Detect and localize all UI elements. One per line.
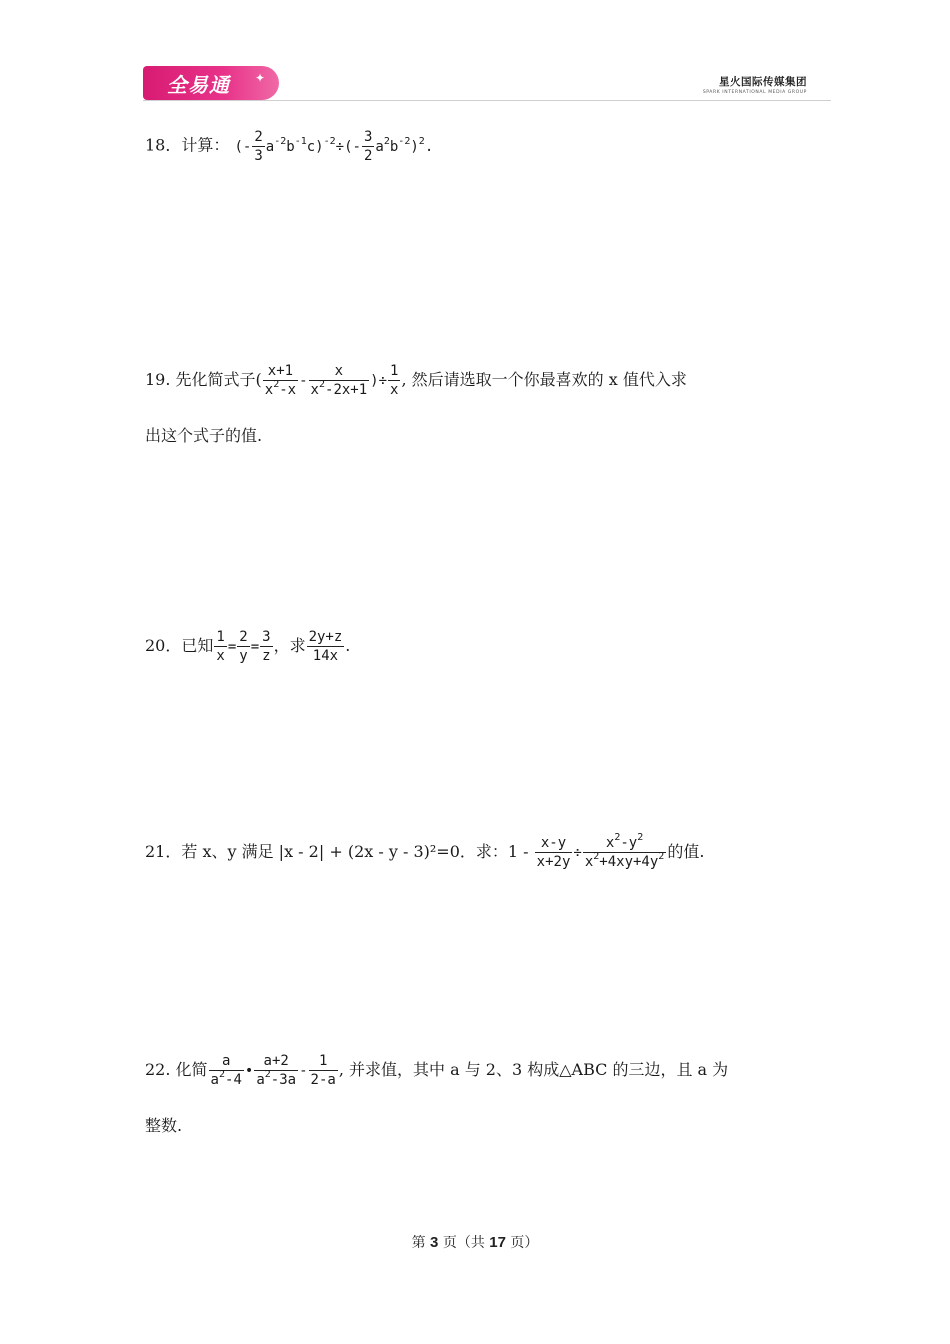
fraction: $\frac{x}{x^2-2x+1}$	[310, 363, 368, 398]
page-footer: 第 3 页（共 17 页）	[411, 1234, 539, 1251]
logo-text: 全易通	[167, 73, 230, 97]
fraction: $\frac{3}{z}$	[262, 629, 271, 664]
question-text: , 并求值，其中 a 与 2、3 构成△ABC 的三边，且 a 为	[338, 1060, 729, 1079]
question-20: 20．已知 $\frac{1}{x}$ = $\frac{2}{y}$ = $\frac{3}{z}$ ，求 $\frac{2y+z}{14x}$ .	[145, 629, 351, 664]
fraction: $\frac{a+2}{a^2-3a}$	[256, 1053, 297, 1088]
question-label: 19. 先化简式子(	[145, 370, 262, 389]
question-label: 22. 化简	[145, 1060, 208, 1079]
page-number: 3	[430, 1234, 439, 1251]
brand-logo	[143, 66, 279, 100]
fraction: $\frac{1}{x}$	[390, 363, 399, 398]
question-22-line2: 整数.	[145, 1116, 183, 1135]
company-name-en: SPARK INTERNATIONAL MEDIA GROUP	[702, 90, 807, 95]
fraction: $\frac{2}{y}$	[239, 629, 248, 664]
question-21: 21．若 x、y 满足 |x - 2| + (2x - y - 3)²=0．求：1 - $\frac{x-y}{x+2y}$ ÷ $\frac{x^2-y^2}{x^2+4xy+4y^2}$ 的值.	[145, 832, 705, 870]
question-19-line2: 出这个式子的值.	[145, 426, 263, 445]
question-18	[145, 128, 433, 165]
fraction: $\frac{2}{3}$	[254, 129, 263, 164]
question-label: 18．计算：	[145, 135, 230, 155]
company-mark	[703, 74, 807, 95]
company-name-cn: 星火国际传媒集团	[719, 76, 807, 88]
fraction: $\frac{3}{2}$	[363, 129, 373, 164]
question-22: 22. 化简 $\frac{a}{a^2-4}$ • $\frac{a+2}{a^2-3a}$ - $\frac{1}{2-a}$ , 并求值，其中 a 与 2、3 构成△ABC 的三边，且 a 为	[145, 1053, 729, 1088]
question-label: 20．已知	[145, 636, 214, 655]
fraction: $\frac{2y+z}{14x}$	[308, 629, 343, 664]
fraction: $\frac{x^2-y^2}{x^2+4xy+4y^2}$	[584, 832, 665, 870]
question-label: 21．若 x、y 满足 |x - 2| + (2x - y - 3)²=0．求：1 -	[145, 842, 529, 861]
fraction: $\frac{x-y}{x+2y}$	[536, 835, 571, 870]
question-19: 19. 先化简式子( $\frac{x+1}{x^2-x}$ - $\frac{x}{x^2-2x+1}$ )÷ $\frac{1}{x}$ , 然后请选取一个你最喜欢的 x 值代入求	[145, 363, 687, 398]
sparkle-icon: ✦	[255, 71, 266, 85]
page-total: 17	[489, 1234, 506, 1251]
fraction: $\frac{a}{a^2-4}$	[210, 1053, 242, 1088]
header-divider	[143, 100, 831, 101]
fraction: $\frac{1}{2-a}$	[310, 1053, 336, 1088]
fraction: $\frac{x+1}{x^2-x}$	[264, 363, 297, 398]
page-header	[143, 64, 831, 104]
fraction: $\frac{1}{x}$	[216, 629, 225, 664]
question-text: , 然后请选取一个你最喜欢的 x 值代入求	[401, 370, 687, 389]
expression: (- $\frac{2}{3}$ $a^{-2}b^{-1}c)^{-2}\div(-$ $\frac{3}{2}$ $a^2b^{-2})^2$.	[234, 129, 434, 164]
